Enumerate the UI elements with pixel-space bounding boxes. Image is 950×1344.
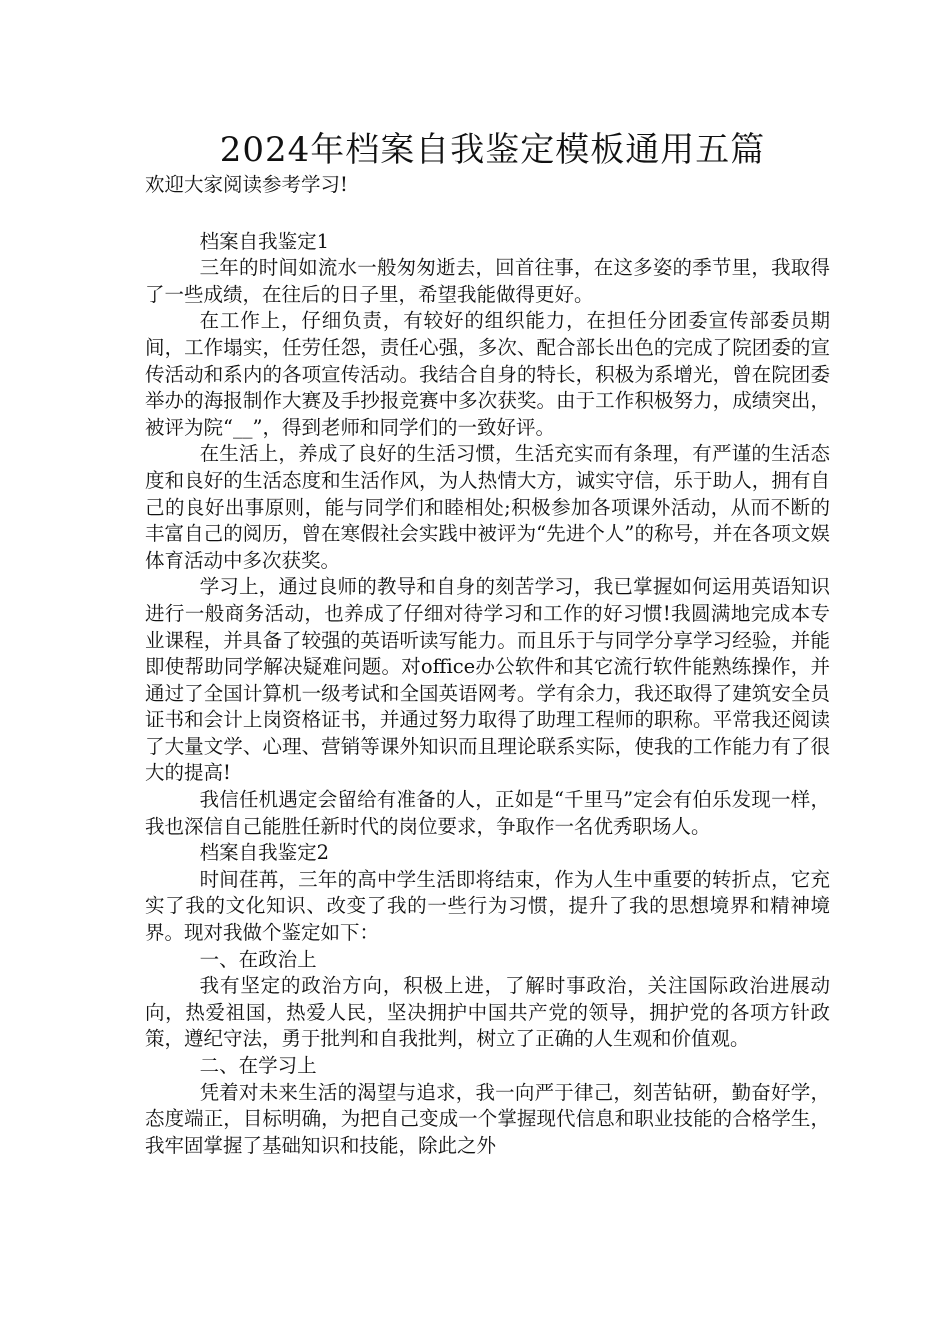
paragraph: 凭着对未来生活的渴望与追求，我一向严于律己，刻苦钻研，勤奋好学，态度端正，目标明确，为把自己变成一个掌握现代信息和职业技能的合格学生，我牢固掌握了基础知识和技能，除此之外: [145, 1080, 830, 1157]
paragraph: 时间荏苒，三年的高中学生活即将结束，作为人生中重要的转折点，它充实了我的文化知识、改变了我的一些行为习惯，提升了我的思想境界和精神境界。现对我做个鉴定如下：: [145, 867, 830, 945]
welcome-line: 欢迎大家阅读参考学习!: [145, 173, 348, 196]
paragraph: 三年的时间如流水一般匆匆逝去，回首往事，在这多姿的季节里，我取得了一些成绩，在往后的日子里，希望我能做得更好。: [145, 256, 830, 306]
paragraph: 学习上，通过良师的教导和自身的刻苦学习，我已掌握如何运用英语知识进行一般商务活动，也养成了仔细对待学习和工作的好习惯!我圆满地完成本专业课程，并具备了较强的英语听读写能力。而且乐于与同学分享学习经验，并能即使帮助同学解决疑难问题。对office办公软件和其它流行软件能熟练操作，并通过了全国计算机一级考试和全国英语网考。学有余力，我还取得了建筑安全员证书和会计上岗资格证书，并通过努力取得了助理工程师的职称。平常我还阅读了大量文学、心理、营销等课外知识而且理论联系实际，使我的工作能力有了很大的提高!: [145, 575, 830, 785]
blank-line: [145, 199, 830, 229]
paragraph: 在工作上，仔细负责，有较好的组织能力，在担任分团委宣传部委员期间，工作塌实，任劳任怨，责任心强，多次、配合部长出色的完成了院团委的宣传活动和系内的各项宣传活动。我结合自身的特长，积极为系增光，曾在院团委举办的海报制作大赛及手抄报竞赛中多次获奖。由于工作积极努力，成绩突出，被评为院“__”，得到老师和同学们的一致好评。: [145, 309, 830, 439]
subheading: 二、在学习上: [199, 1054, 317, 1077]
paragraph: 在生活上，养成了良好的生活习惯，生活充实而有条理，有严谨的生活态度和良好的生活态度和生活作风，为人热情大方，诚实守信，乐于助人，拥有自己的良好出事原则，能与同学们和睦相处;积极参加各项课外活动，从而不断的丰富自己的阅历，曾在寒假社会实践中被评为“先进个人”的称号，并在各项文娱体育活动中多次获奖。: [145, 442, 830, 572]
paragraph: 我有坚定的政治方向，积极上进，了解时事政治，关注国际政治进展动向，热爱祖国，热爱人民，坚决拥护中国共产党的领导，拥护党的各项方针政策，遵纪守法，勇于批判和自我批判，树立了正确的人生观和价值观。: [145, 974, 830, 1051]
section-heading-2: 档案自我鉴定2: [199, 841, 330, 865]
subheading: 一、在政治上: [199, 947, 317, 971]
section-heading-1: 档案自我鉴定1: [199, 229, 330, 253]
page-title: 2024年档案自我鉴定模板通用五篇: [219, 130, 766, 170]
paragraph: 我信任机遇定会留给有准备的人，正如是“千里马”定会有伯乐发现一样，我也深信自己能胜任新时代的岗位要求，争取作一名优秀职场人。: [145, 788, 830, 838]
